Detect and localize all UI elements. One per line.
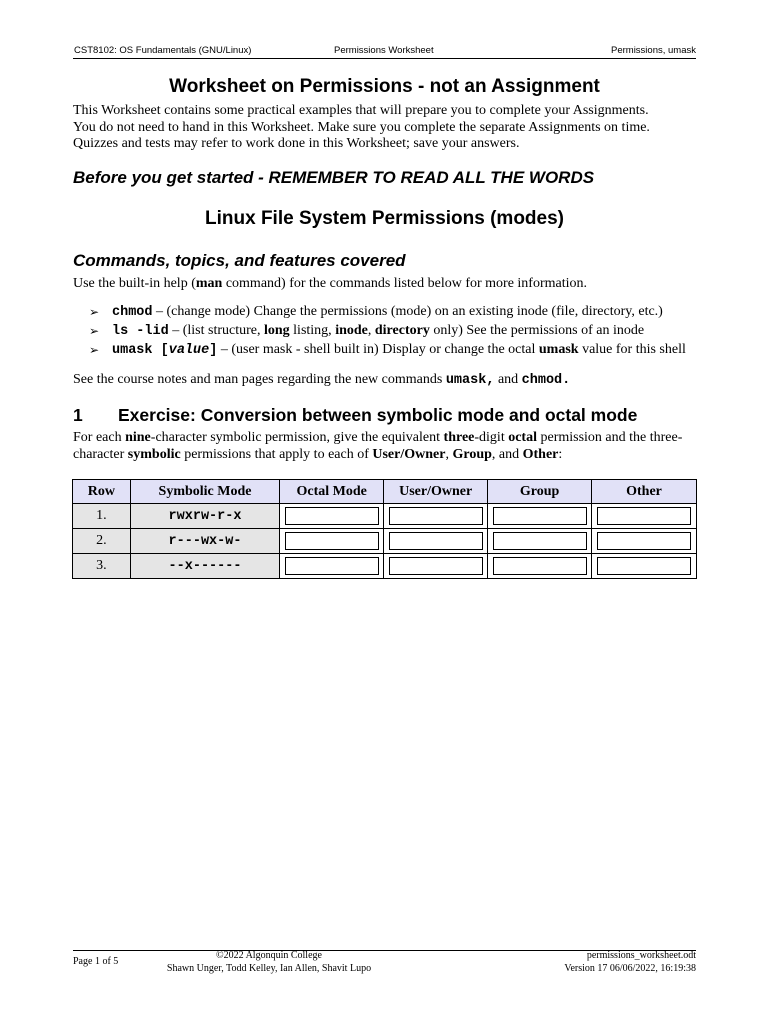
command-desc-bold: directory [374, 323, 430, 338]
help-man: man [195, 276, 223, 291]
command-close: ] [209, 343, 218, 358]
desc-bold: Group [452, 446, 492, 462]
desc-text: : [558, 446, 563, 462]
command-desc: only) See the permissions of an inode [429, 323, 645, 338]
arrow-bullet-icon: ➢ [89, 343, 100, 357]
col-header-symbolic-mode: Symbolic Mode [130, 480, 279, 504]
help-pre: Use the built-in help ( [73, 276, 196, 291]
header-topic: Permissions, umask [611, 45, 696, 56]
desc-text: permission and the three-character [73, 430, 683, 462]
command-desc: – (user mask - shell built in) Display or change the octal [217, 342, 539, 357]
row-number: 1. [73, 504, 131, 529]
list-item [89, 341, 686, 360]
desc-text: permissions that apply to each of [180, 446, 373, 462]
command-name: ls -lid [112, 324, 169, 339]
header-course: CST8102: OS Fundamentals (GNU/Linux) [74, 45, 252, 56]
user-answer-field[interactable] [389, 532, 483, 550]
page-title: Worksheet on Permissions - not an Assignment [169, 76, 600, 97]
commands-heading: Commands, topics, and features covered [73, 251, 406, 270]
exercise-number: 1 [73, 405, 83, 425]
command-text: umask [ [112, 343, 169, 358]
user-cell [384, 529, 488, 554]
group-answer-field[interactable] [493, 532, 587, 550]
other-answer-field[interactable] [597, 507, 691, 525]
intro-line-2: You do not need to hand in this Worksheet. Make sure you complete the separate Assignments on time. Quizzes and tests may refer to work done in this Worksheet; save your answers. [73, 119, 650, 151]
other-cell [592, 529, 697, 554]
desc-bold: Other [522, 446, 559, 462]
footer-credits [163, 950, 375, 975]
see-mid: and [494, 372, 522, 387]
command-desc: value for this shell [578, 342, 686, 357]
desc-text: , and [491, 446, 523, 462]
section-heading: Linux File System Permissions (modes) [205, 208, 564, 229]
desc-bold: User/Owner [372, 446, 446, 462]
permissions-table [72, 479, 697, 579]
symbolic-mode: --x------ [130, 554, 279, 579]
list-item [89, 303, 686, 322]
octal-cell [280, 504, 384, 529]
page-header [73, 45, 696, 59]
other-cell [592, 504, 697, 529]
help-line [73, 276, 587, 292]
exercise-heading [73, 405, 637, 426]
row-number: 3. [73, 554, 131, 579]
command-name: chmod [112, 305, 153, 320]
command-arg: value [168, 343, 210, 358]
symbolic-mode: rwxrw-r-x [130, 504, 279, 529]
row-number: 2. [73, 529, 131, 554]
group-cell [488, 529, 592, 554]
desc-text: For each [73, 430, 126, 445]
arrow-bullet-icon: ➢ [89, 324, 100, 338]
command-name [112, 343, 217, 358]
user-cell [384, 554, 488, 579]
col-header-octal-mode: Octal Mode [280, 480, 384, 504]
footer-copyright: ©2022 Algonquin College [216, 950, 322, 961]
intro-line-1: This Worksheet contains some practical examples that will prepare you to complete your Assignments. [73, 103, 649, 118]
octal-cell [280, 529, 384, 554]
command-desc-bold: long [263, 323, 290, 338]
other-cell [592, 554, 697, 579]
desc-bold: nine [125, 430, 151, 445]
see-cmd-chmod: chmod. [521, 373, 571, 388]
desc-text: -character symbolic permission, give the equivalent [150, 430, 444, 445]
table-row [73, 504, 697, 529]
col-header-row: Row [73, 480, 131, 504]
command-desc: listing, [289, 323, 336, 338]
table-header-row [73, 480, 697, 504]
command-list [89, 303, 686, 360]
group-answer-field[interactable] [493, 507, 587, 525]
footer-page-number: Page 1 of 5 [73, 956, 119, 967]
footer-filename: permissions_worksheet.odt [586, 950, 696, 961]
command-desc: – (list structure, [168, 323, 264, 338]
see-notes-line [73, 372, 570, 388]
header-doc-title: Permissions Worksheet [334, 45, 434, 56]
command-desc-bold: inode [335, 323, 368, 338]
command-desc: , [367, 323, 375, 338]
arrow-bullet-icon: ➢ [89, 305, 100, 319]
user-answer-field[interactable] [389, 507, 483, 525]
see-pre: See the course notes and man pages regarding the new commands [73, 372, 446, 387]
intro-paragraph [73, 103, 698, 153]
see-cmd-umask: umask, [445, 373, 495, 388]
octal-answer-field[interactable] [285, 507, 379, 525]
command-desc: – (change mode) Change the permissions (mode) on an existing inode (file, directory, etc.) [152, 304, 663, 319]
octal-answer-field[interactable] [285, 532, 379, 550]
before-heading: Before you get started - REMEMBER TO READ ALL THE WORDS [73, 168, 595, 187]
group-answer-field[interactable] [493, 557, 587, 575]
footer-file-info [564, 950, 696, 975]
desc-bold: three [443, 430, 475, 445]
exercise-description [73, 430, 698, 463]
table-row [73, 554, 697, 579]
other-answer-field[interactable] [597, 557, 691, 575]
user-answer-field[interactable] [389, 557, 483, 575]
desc-text: -digit [474, 430, 509, 445]
command-desc-bold: umask [538, 342, 579, 357]
col-header-group: Group [488, 480, 592, 504]
desc-bold: symbolic [127, 446, 181, 462]
symbolic-mode: r---wx-w- [130, 529, 279, 554]
other-answer-field[interactable] [597, 532, 691, 550]
table-row [73, 529, 697, 554]
group-cell [488, 504, 592, 529]
group-cell [488, 554, 592, 579]
desc-bold: octal [508, 430, 537, 445]
exercise-title: Exercise: Conversion between symbolic mode and octal mode [118, 405, 638, 425]
col-header-user-owner: User/Owner [384, 480, 488, 504]
list-item [89, 322, 686, 341]
footer-authors: Shawn Unger, Todd Kelley, Ian Allen, Shavit Lupo [166, 962, 372, 974]
footer-version: Version 17 06/06/2022, 16:19:38 [564, 962, 696, 974]
help-post: command) for the commands listed below for more information. [222, 276, 588, 291]
col-header-other: Other [592, 480, 697, 504]
desc-text: , [445, 446, 453, 462]
octal-answer-field[interactable] [285, 557, 379, 575]
user-cell [384, 504, 488, 529]
octal-cell [280, 554, 384, 579]
